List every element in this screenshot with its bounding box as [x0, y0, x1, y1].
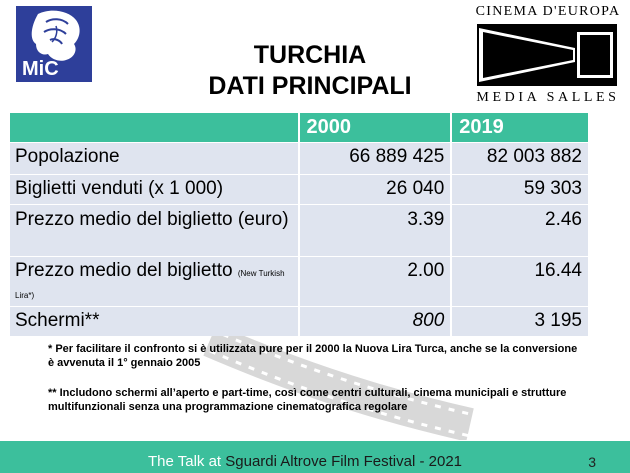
row-label: Prezzo medio del biglietto (euro) — [10, 205, 299, 257]
footnote-screens: ** Includono schermi all’aperto e part-time, così come centri culturali, cinema municipali e strutture multifunzionali senza una programmazione cinematografica regolare — [48, 387, 567, 413]
row-label: Biglietti venduti (x 1 000) — [10, 175, 299, 205]
footer-bar — [0, 441, 630, 473]
table-row — [10, 307, 588, 337]
row-label-note: (New Turkish Lira*) — [15, 269, 285, 300]
row-label: Prezzo medio del biglietto — [15, 260, 233, 281]
value-2000: 2.00 — [299, 257, 452, 307]
row-label-cell — [10, 257, 299, 307]
table-row — [10, 205, 588, 257]
projector-beam-graphic — [477, 24, 617, 86]
value-2019: 16.44 — [451, 257, 588, 307]
value-2019: 3 195 — [451, 307, 588, 337]
table-row — [10, 257, 588, 307]
value-2019: 2.46 — [451, 205, 588, 257]
footnote-lira: * Per facilitare il confronto si è utilizzata pure per il 2000 la Nuova Lira Turca, anche se la conversione è avvenuta il 1° gennaio 2005 — [48, 343, 578, 369]
projector-beam-icon — [477, 24, 617, 86]
table-header-row — [10, 113, 588, 143]
media-salles-text: MEDIA SALLES — [476, 90, 620, 105]
value-2019: 82 003 882 — [451, 143, 588, 175]
value-2019: 59 303 — [451, 175, 588, 205]
cinema-deuropa-text: CINEMA D'EUROPA — [475, 4, 621, 19]
footer-prefix: The Talk at — [147, 453, 226, 470]
value-2000: 66 889 425 — [299, 143, 452, 175]
page-title — [140, 40, 480, 102]
mic-logo — [16, 6, 92, 82]
page-number: 3 — [588, 454, 596, 470]
row-label: Popolazione — [10, 143, 299, 175]
title-line-2: DATI PRINCIPALI — [208, 72, 412, 100]
data-table — [10, 113, 588, 336]
title-line-1: TURCHIA — [253, 41, 367, 69]
value-2000: 800 — [299, 307, 452, 337]
value-2000: 3.39 — [299, 205, 452, 257]
table-row — [10, 143, 588, 175]
table-row — [10, 175, 588, 205]
row-label: Schermi** — [10, 307, 299, 337]
value-2000: 26 040 — [299, 175, 452, 205]
footer-text — [0, 453, 610, 470]
footer-festival: Sguardi Altrove Film Festival - 2021 — [225, 453, 463, 470]
header-2019: 2019 — [451, 113, 588, 143]
header-2000: 2000 — [299, 113, 452, 143]
mic-logo-text: MiC — [22, 58, 59, 80]
header-empty — [10, 113, 299, 143]
cinema-deuropa-logo — [473, 4, 623, 104]
